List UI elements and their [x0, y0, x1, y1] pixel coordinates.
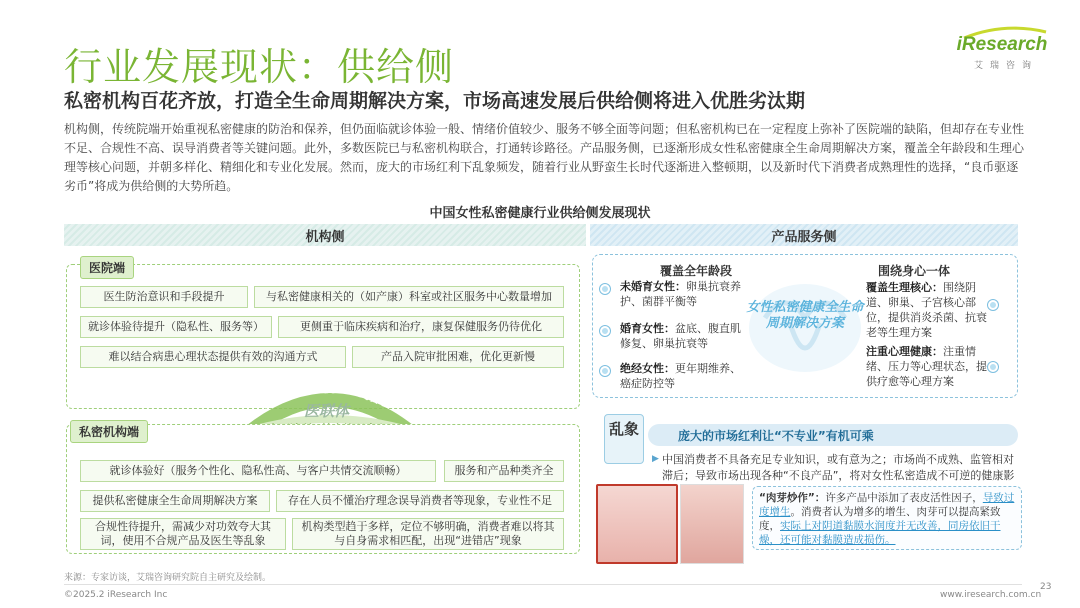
product-item-label: 覆盖生理核心： [866, 281, 943, 294]
private-tag: 私密机构端 [70, 420, 148, 443]
private-item: 合规性待提升，需减少对功效夸大其词，使用不合规产品及医生等乱象 [80, 518, 286, 550]
all-age-heading: 覆盖全年龄段 [660, 264, 733, 278]
chaos-tag: 乱象 [604, 414, 644, 464]
product-item [620, 279, 744, 309]
chart-title: 中国女性私密健康行业供给侧发展现状 [429, 206, 651, 221]
intro-paragraph: 机构侧，传统院端开始重视私密健康的防治和保养，但仍面临就诊体验一般、情绪价值较少、服务不够全面等问题；但私密机构已在一定程度上弥补了医院端的缺陷，但却存在专业性不足、合规性不高、误导消费者等关键问题。此外，多数医院已与私密机构联合，打通转诊路径。产品服务侧，已逐渐形成女性私密健康全生命周期解决方案，覆盖全年龄段和生理心理等核心问题，并朝多样化、精细化和专业化发展。然而，庞大的市场红利下乱象频发，随着行业从野蛮生长时代逐渐进入整顿期，以及新时代下消费者成熟理性的选择，“良币驱逐劣币”将成为供给侧的大势所趋。 [64, 122, 1025, 193]
product-item [620, 321, 744, 351]
product-item-text: 更年期维养、癌症防控等 [620, 362, 741, 390]
page-number: 23 [1040, 582, 1052, 592]
chaos-description: 中国消费者不具备充足专业知识，或有意为之；市场尚不成熟、监管相对滞后；导致市场出现各种“不良产品”，将对女性私密造成不可逆的健康影 。 [662, 453, 1015, 498]
product-item-text: 注重情绪、压力等心理状态，提供疗愈等心理方案 [866, 345, 987, 388]
rehab-label: 康复管理 [346, 382, 393, 411]
chaos-banner: 庞大的市场红利让“不专业”有机可乘 [648, 424, 1018, 446]
logo-brand: iResearch [956, 34, 1048, 55]
private-item: 就诊体验好（服务个性化、隐私性高、与客户共情交流顺畅） [80, 460, 436, 482]
product-item-text: 围绕阴道、卵巢、子宫核心部位，提供消炎杀菌、抗衰老等生理方案 [866, 281, 987, 339]
hospital-item: 与私密健康相关的（如产康）科室或社区服务中心数量增加 [254, 286, 564, 308]
hospital-item: 就诊体验待提升（隐私性、服务等） [80, 316, 272, 338]
lifecycle-solution-label: 女性私密健康全生命周期解决方案 [746, 300, 864, 331]
bullet-dot-icon [988, 362, 998, 372]
alliance-label: 医联体 [304, 402, 350, 420]
website-url: www.iresearch.com.cn [940, 590, 1042, 600]
logo-sub: 艾瑞咨询 [973, 61, 1038, 71]
granulation-callout [752, 486, 1022, 550]
iresearch-logo [954, 26, 1050, 71]
product-item-label: 注重心理健康： [866, 345, 943, 358]
product-item [866, 344, 994, 389]
hospital-item: 产品入院审批困难，优化更新慢 [352, 346, 564, 368]
product-side-bar: 产品服务侧 [590, 224, 1018, 246]
bullet-dot-icon [600, 284, 610, 294]
uterus-illustration [745, 278, 865, 378]
callout-text: 。消费者认为增多的增生、肉芽可以提高紧致度， [759, 506, 1001, 532]
arrow-right-icon: ▶ [652, 454, 659, 464]
bullet-dot-icon [600, 326, 610, 336]
footer-divider [64, 584, 1022, 585]
hospital-item: 更侧重于临床疾病和治疗，康复保健服务仍待优化 [278, 316, 564, 338]
product-item [620, 361, 744, 391]
hospital-tag: 医院端 [80, 256, 134, 279]
hospital-label: 医院 [313, 382, 335, 395]
callout-label: “肉芽炒作”： [759, 492, 826, 504]
product-item-label: 绝经女性： [620, 362, 675, 375]
product-item-text: 盆底、腹直肌修复、卵巢抗衰等 [620, 322, 741, 350]
product-item [866, 280, 994, 340]
page-subtitle: 私密机构百花齐放，打造全生命周期解决方案，市场高速发展后供给侧将进入优胜劣汰期 [64, 90, 806, 112]
bullet-dot-icon [600, 366, 610, 376]
private-item: 存在人员不懂治疗理念误导消费者等现象，专业性不足 [276, 490, 564, 512]
copyright: ©2025.2 iResearch Inc [64, 590, 168, 600]
hospital-item: 难以结合病患心理状态提供有效的沟通方式 [80, 346, 346, 368]
callout-text: 许多产品中添加了表皮活性因子， [825, 492, 983, 504]
institution-side-bar: 机构侧 [64, 224, 586, 246]
mind-body-heading: 围绕身心一体 [878, 264, 951, 278]
referral-label: 疾病转诊 [261, 382, 308, 411]
product-photo [680, 484, 744, 564]
product-item-text: 卵巢抗衰养护、菌群平衡等 [620, 280, 741, 308]
source-note: 来源：专家访谈，艾瑞咨询研究院自主研究及绘制。 [64, 573, 272, 583]
private-item: 服务和产品种类齐全 [444, 460, 564, 482]
hospital-item: 医生防治意识和手段提升 [80, 286, 248, 308]
product-photo [596, 484, 678, 564]
private-item: 机构类型趋于多样，定位不够明确，消费者难以将其与自身需求相匹配，出现“进错店”现象 [292, 518, 564, 550]
page-title: 行业发展现状：供给侧 [64, 45, 455, 89]
bullet-dot-icon [988, 300, 998, 310]
private-item: 提供私密健康全生命周期解决方案 [80, 490, 270, 512]
product-item-label: 未婚育女性： [620, 280, 686, 293]
callout-highlight: 实际上对阴道黏膜水润度并无改善，同房依旧干燥，还可能对黏膜造成损伤。 [759, 520, 1001, 546]
product-item-label: 婚育女性： [620, 322, 675, 335]
callout-highlight: 导致过度增生 [759, 492, 1015, 518]
